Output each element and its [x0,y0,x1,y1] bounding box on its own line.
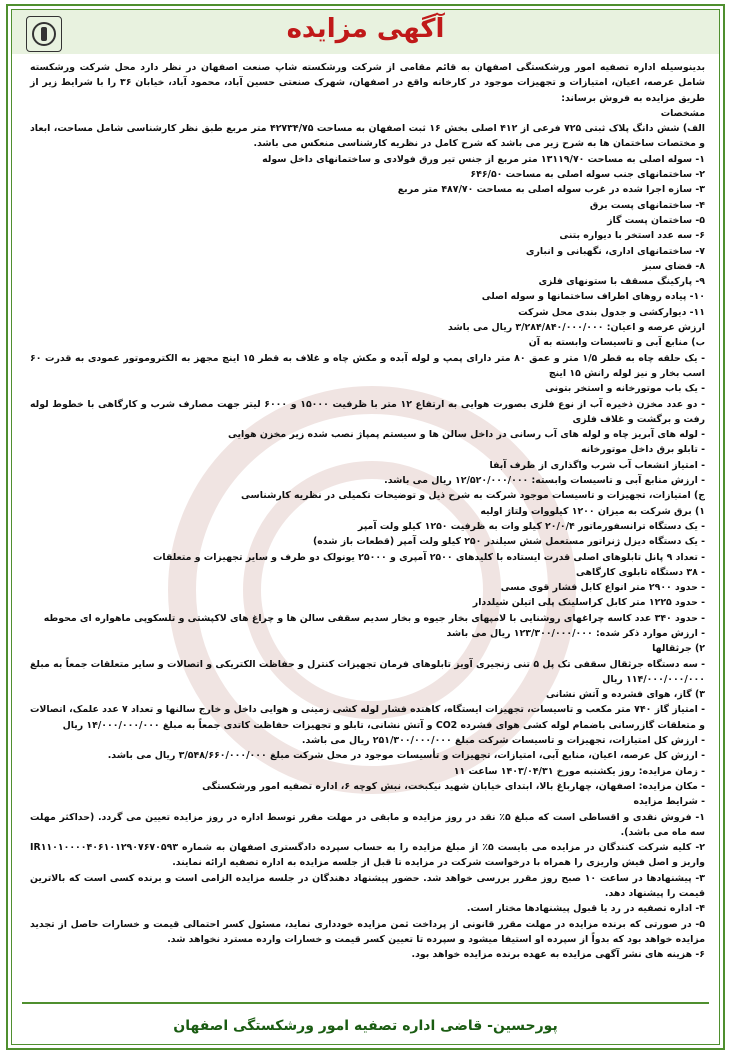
auction-place: - مکان مزایده: اصفهان، چهارباغ بالا، ابتدای خیابان شهید نیکبخت، نبش کوچه ۶، اداره تصفیه امور ورشکستگی [202,780,705,792]
a-item: ۷- ساختمانهای اداری، نگهبانی و انباری [525,245,705,257]
condition-item: ۳- پیشنهادها در ساعت ۱۰ صبح روز مقرر بررسی خواهد شد. حضور پیشنهاد دهندگان در جلسه مزایده الزامی است و برنده کسی است که بالاترین قیمت را پیشنهاد دهد. [30,872,705,900]
c2-item: - سه دستگاه جرثقال سقفی تک پل ۵ تنی زنجیری آویز تابلوهای فرمان تجهیزات کنترل و حفاظت الکتریکی و اتصالات و سایر متعلقات جمعاً به مبلغ ۱۱۴/۰۰۰/۰۰۰/۰۰۰ ریال [30,658,706,685]
c1-item: - حدود ۲۹۰۰ متر انواع کابل فشار قوی مسی [500,582,705,594]
b-item: - دو عدد مخزن ذخیره آب از نوع فلزی بصورت هوایی به ارتفاع ۱۲ متر با ظرفیت ۱۵۰۰۰ و ۶۰۰۰ لیتر جهت مصارف شرب و کارگاهی با خطوط لوله رفت و برگشت و غلاف فلزی [30,398,706,425]
c1-item: - حدود ۱۲۲۵ متر کابل کراسلینک پلی اتیلن شیلددار [472,597,705,609]
a-item: ۵- ساختمان پست گاز [607,214,705,226]
c2-heading: ۲) جرثقالها [652,643,705,655]
b-item: - یک حلقه چاه به قطر ۱/۵ متر و عمق ۸۰ متر دارای پمپ و لوله آبده و مکش چاه و غلاف به قطر ۱۵ اینچ مجهز به الکتروموتور عمودی به قدرت ۶۰ اسب بخار و نیز لوله رانش ۱۵ اینچ [30,352,705,379]
condition-item: ۱- فروش نقدی و اقساطی است که مبلغ ۵٪ نقد در روز مزایده و مابقی در مهلت مقرر توسط اداره در روز مزایده تعیین می گردد. (حداکثر مهلت سه ماه می باشد). [30,811,705,838]
auction-time: - زمان مزایده: روز یکشنبه مورخ ۱۴۰۳/۰۴/۳۱ ساعت ۱۱ [453,765,705,777]
grand-total: - ارزش کل عرصه، اعیان، منابع آبی، امتیازات، تجهیزات و تأسیسات موجود در محل شرکت مبلغ ۳/۵۴۸/۶۶۰/۰۰۰/۰۰۰ ریال می باشد. [107,750,705,762]
a-item: ۲- ساختمانهای جنب سوله اصلی به مساحت ۶۴۶/۵۰ [470,169,705,181]
section-b: ب) منابع آبی و تاسیسات وابسته به آن [528,337,705,349]
condition-item: ۶- هزینه های نشر آگهی مزایده به عهده برنده مزایده خواهد بود. [411,949,705,961]
a-item: ۳- سازه اجرا شده در غرب سوله اصلی به مساحت ۴۸۷/۷۰ متر مربع [397,184,705,196]
intro-paragraph: بدینوسیله اداره تصفیه امور ورشکستگی اصفهان به قائم مقامی از شرکت ورشکسته شاپ صنعت اصفهان در نظر دارد محل شرکت ورشکسته شامل عرصه، اعیان، امتیازات و تجهیزات موجود در کارخانه واقع در اصفهان، شهرک صنعتی حسین آباد، محمود آباد، خیابان ۳۶ را با شرایط زیر از طریق مزایده به فروش برساند: [30,62,705,104]
signature-line: پورحسین- قاضی اداره تصفیه امور ورشکستگی اصفهان [173,1018,558,1034]
a-item: ۱- سوله اصلی به مساحت ۱۳۱۱۹/۷۰ متر مربع از جنس تیر ورق فولادی و ساختمانهای داخل سوله [262,153,705,165]
c1-item: - یک دستگاه ترانسفورماتور ۲۰/۰/۴ کیلو وات به ظرفیت ۱۲۵۰ کیلو ولت آمپر [357,520,705,532]
b-item: - لوله های آبریز چاه و لوله های آب رسانی در داخل سالن ها و سیستم پمپاژ نصب شده زیر مخزن هوایی [227,429,705,441]
condition-item: ۴- اداره تصفیه در رد یا قبول پیشنهادها مختار است. [466,903,705,915]
c1-value: - ارزش موارد ذکر شده: ۱۲۳/۳۰۰/۰۰۰/۰۰۰ ریال می باشد [446,627,705,639]
a-value: ارزش عرصه و اعیان: ۳/۲۸۴/۸۴۰/۰۰۰/۰۰۰ ریال می باشد [448,322,705,334]
condition-item: ۲- کلیه شرکت کنندگان در مزایده می بایست ۵٪ از مبلغ مزایده را به حساب سپرده دادگستری اصفهان به شماره IR۱۱۰۱۰۰۰۰۴۰۶۱۰۱۲۹۰۷۶۷۰۵۹۳ واریز و اصل فیش واریزی را همراه با درخواست شرکت در مزایده تا قبل از جلسه مزایده به اداره تصفیه ارائه نمایند. [30,842,705,869]
a-item: ۸- فضای سبز [642,260,705,272]
c1-item: - حدود ۳۴۰ عدد کاسه چراغهای روشنایی با لامپهای بخار جیوه و بخار سدیم سقفی سالن ها و چراغ های لاکپشتی و تلسکوپی ماهواره ای محوطه [43,612,705,624]
notice-inner [11,9,720,1045]
section-a: الف) شش دانگ پلاک ثبتی ۷۲۵ فرعی از ۴۱۲ اصلی بخش ۱۶ ثبت اصفهان به مساحت ۴۲۷۳۴/۷۵ متر مربع طبق نظر کارشناسی شامل مساحت، ابعاد و مختصات ساختمان ها به شرح زیر می باشد که شرح کامل در نظریه کارشناسی منعکس می باشد. [30,123,706,150]
footer-divider [22,1002,709,1004]
b-item: - تابلو برق داخل موتورخانه [580,444,705,456]
condition-item: ۵- در صورتی که برنده مزایده در مهلت مقرر قانونی از پرداخت ثمن مزایده خودداری نماید، مسئول کسر احتمالی قیمت و خسارات حاصل از تجدید مزایده خواهد بود که بدواً از سپرده او استیفا میشود و سپرده تا تعیین کسر قیمت و خسارات وارده مسترد نخواهد شد. [30,918,705,945]
specs-heading: مشخصات [660,107,705,119]
notice-frame [6,4,725,1050]
c1-item: - یک دستگاه دیزل ژنراتور مستعمل شش سیلندر ۲۵۰ کیلو ولت آمپر (قطعات باز شده) [312,536,705,548]
b-value: - ارزش منابع آبی و تاسیسات وابسته: ۱۲/۵۲۰/۰۰۰/۰۰۰ ریال می باشد. [384,475,705,487]
notice-title: آگهی مزایده [286,14,445,44]
a-item: ۹- پارکینگ مسقف با ستونهای فلزی [538,276,705,288]
a-item: ۴- ساختمانهای پست برق [589,199,705,211]
c1-item: - ۳۸ دستگاه تابلوی کارگاهی [576,566,705,578]
b-item: - امتیاز انشعاب آب شرب واگذاری از طرف آبفا [489,459,705,471]
header-band [12,10,719,54]
b-item: - یک باب موتورخانه و استخر بتونی [545,383,705,395]
a-item: ۱۱- دیوارکشی و جدول بندی محل شرکت [518,306,705,318]
c3-item: - امتیاز گاز ۷۴۰ متر مکعب و تاسیسات، تجهیزات ایستگاه، کاهنده فشار لوله کشی زمینی و هوایی داخل و خارج سالنها و تعداد ۷ عدد علمک، اتصالات و متعلقات گازرسانی باضمام لوله کشی هوای فشرده CO2 و آتش نشانی، تابلو و تجهیزات حفاظت کاتدی جمعاً به مبلغ ۱۴/۰۰۰/۰۰۰/۰۰۰ ریال [30,704,705,731]
c1-item: - تعداد ۹ پانل تابلوهای اصلی قدرت ایستاده با کلیدهای ۲۵۰۰ آمپری و ۲۵۰۰۰ یونولک دو طرف و سایر تجهیزات و متعلقات [153,551,705,563]
section-c: ج) امتیازات، تجهیزات و تاسیسات موجود شرکت به شرح ذیل و توضیحات تکمیلی در نظریه کارشناسی [241,490,705,502]
c3-heading: ۳) گاز، هوای فشرده و آتش نشانی [546,689,705,701]
c1-heading: ۱) برق شرکت به میزان ۱۲۰۰ کیلووات ولتاژ اولیه [480,505,705,517]
conditions-heading: - شرایط مزایده [633,796,705,808]
a-item: ۱۰- پیاده روهای اطراف ساختمانها و سوله اصلی [481,291,705,303]
notice-body [30,60,705,963]
c-total: - ارزش کل امتیازات، تجهیزات و تاسیسات شرکت مبلغ ۲۵۱/۳۰۰/۰۰۰/۰۰۰ ریال می باشد. [301,735,705,747]
a-item: ۶- سه عدد استخر با دیواره بتنی [559,230,705,242]
